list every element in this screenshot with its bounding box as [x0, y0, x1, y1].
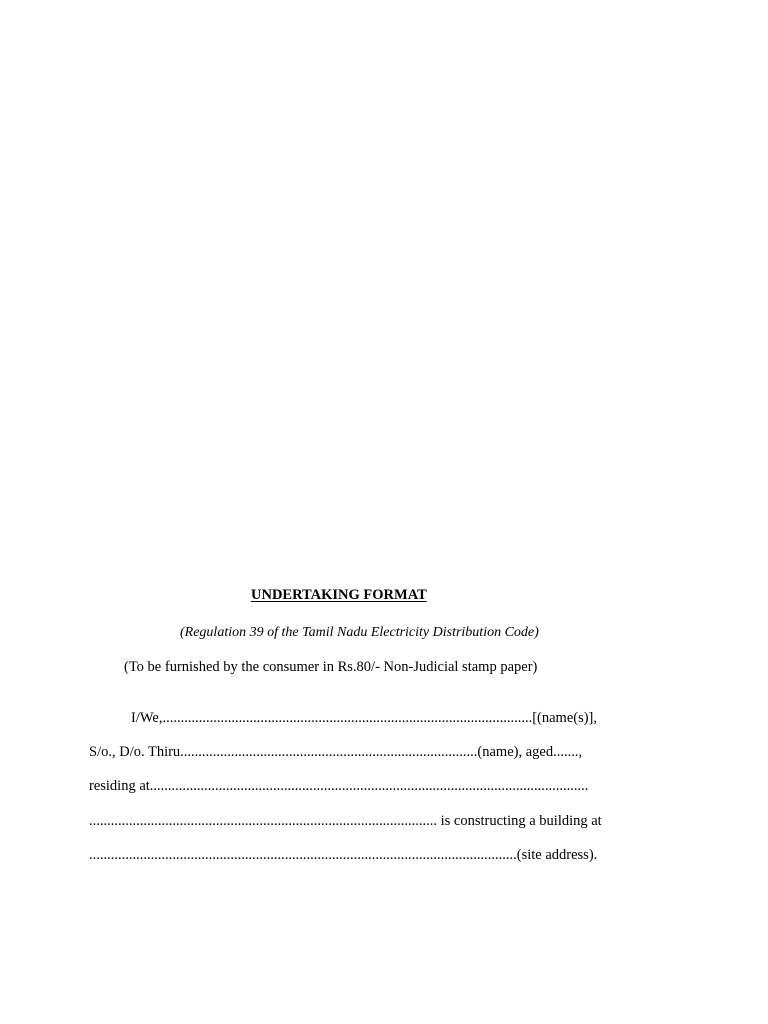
body-line-residence: residing at......................................................................................................................... — [89, 778, 589, 794]
body-line-construction: ................................................................................................ is constructing a building at — [89, 813, 602, 829]
body-line-name: I/We,......................................................................................................[(name(s)], — [131, 710, 598, 726]
document-subtitle: (Regulation 39 of the Tamil Nadu Electricity Distribution Code) — [180, 625, 539, 640]
body-line-site-address: ......................................................................................................................(site address). — [89, 847, 598, 863]
stamp-paper-instruction: (To be furnished by the consumer in Rs.80/- Non-Judicial stamp paper) — [124, 659, 538, 675]
document-title: UNDERTAKING FORMAT — [251, 587, 427, 603]
body-line-parent-name: S/o., D/o. Thiru..................................................................................(name), aged......., — [89, 744, 583, 760]
